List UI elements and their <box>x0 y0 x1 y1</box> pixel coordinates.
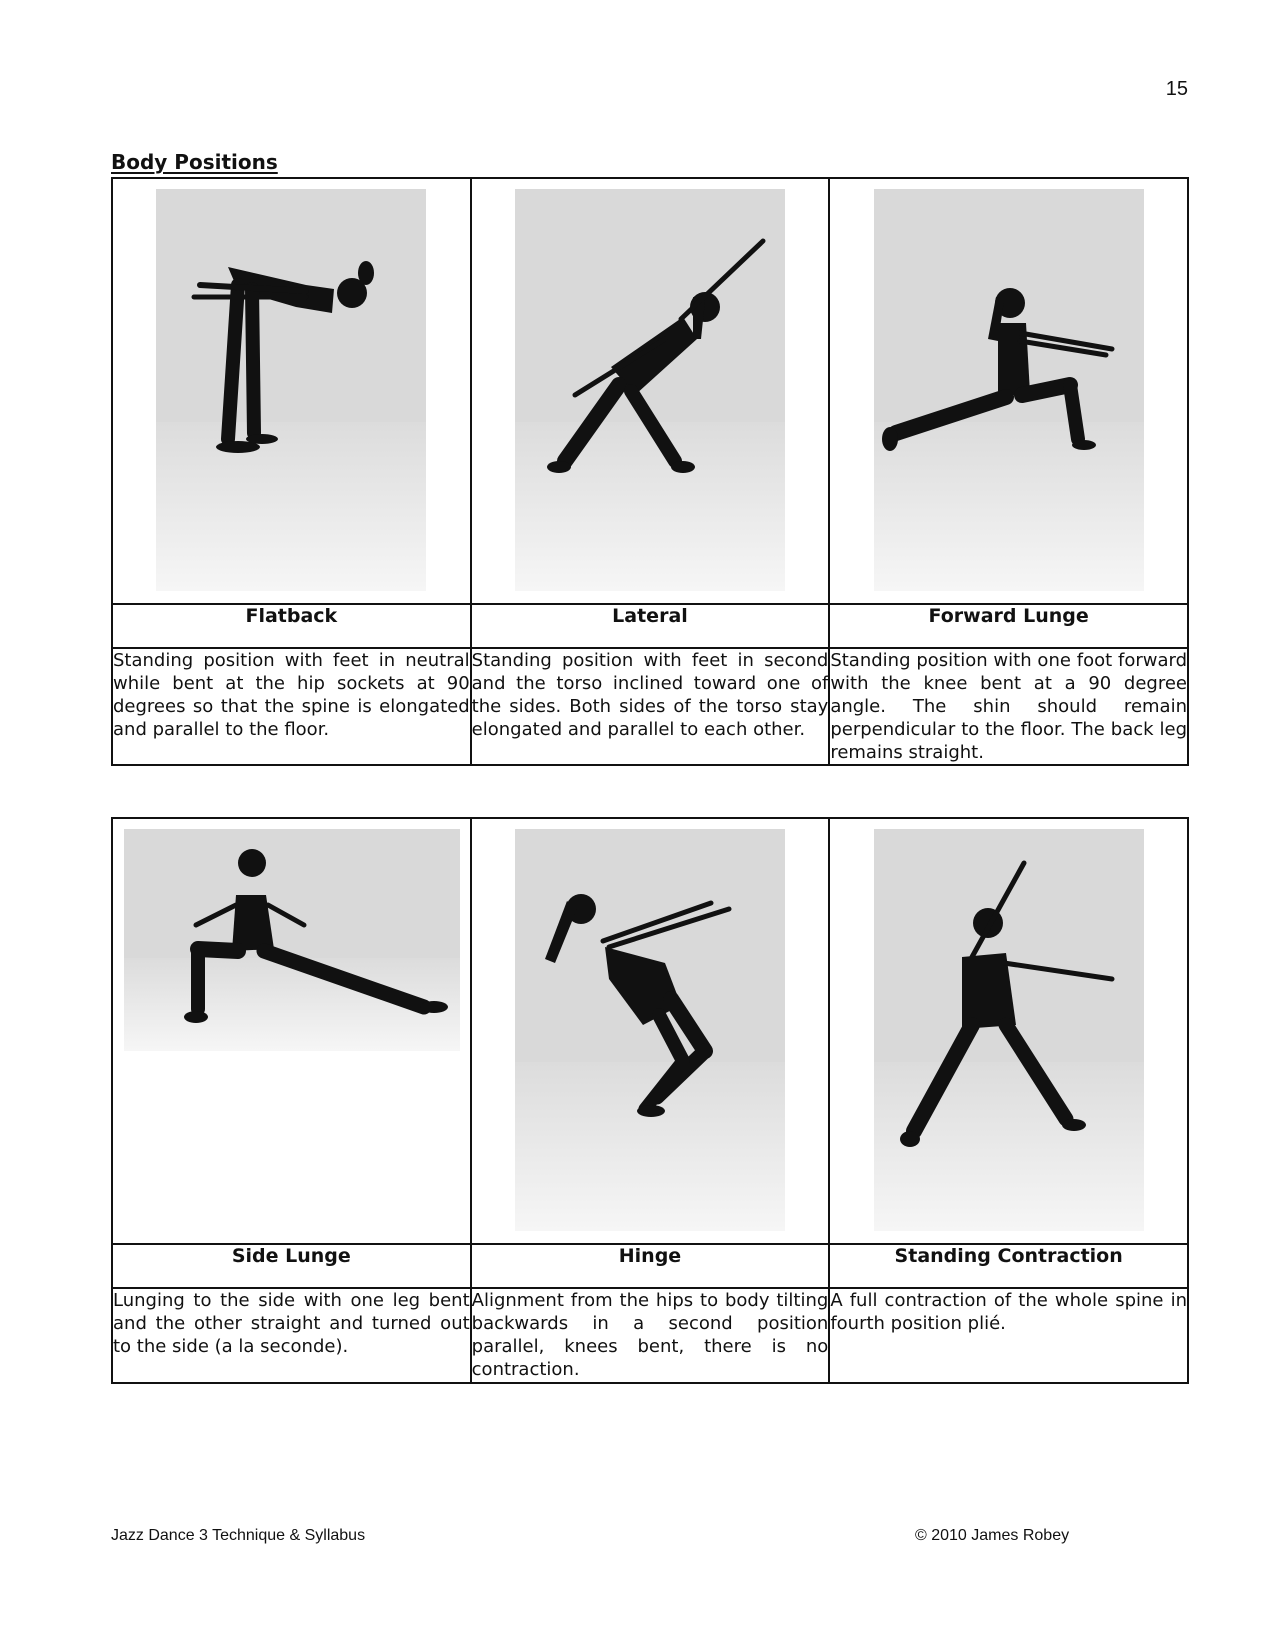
position-description: A full contraction of the whole spine in fourth position plié. <box>829 1288 1188 1383</box>
photo-cell-standing-contraction <box>829 818 1188 1244</box>
forward-lunge-photo <box>874 189 1144 591</box>
position-description: Standing position with feet in second and the torso inclined toward one of the sides. Both sides of the torso stay elongated and parallel to each other. <box>471 648 830 765</box>
position-description: Lunging to the side with one leg bent and the other straight and turned out to the side (a la seconde). <box>112 1288 471 1383</box>
position-description: Standing position with feet in neutral while bent at the hip sockets at 90 degrees so that the spine is elongated and parallel to the floor. <box>112 648 471 765</box>
standing-contraction-photo <box>874 829 1144 1231</box>
position-description: Standing position with one foot forward with the knee bent at a 90 degree angle. The shin should remain perpendicular to the floor. The back leg remains straight. <box>830 650 1187 763</box>
photo-cell-side-lunge <box>112 818 471 1244</box>
flatback-photo <box>156 189 426 591</box>
side-lunge-figure <box>124 829 460 1051</box>
section-title: Body Positions <box>111 150 278 174</box>
photo-cell-flatback <box>112 178 471 604</box>
positions-table-top <box>111 177 1189 766</box>
name-row <box>112 1244 1188 1288</box>
footer-title: Jazz Dance 3 Technique & Syllabus <box>111 1527 366 1544</box>
photo-cell-lateral <box>471 178 830 604</box>
position-name: Side Lunge <box>112 1244 471 1288</box>
photo-cell-hinge <box>471 818 830 1244</box>
photo-cell-forward-lunge <box>829 178 1188 604</box>
name-row <box>112 604 1188 648</box>
position-name: Lateral <box>471 604 830 648</box>
flatback-figure <box>156 189 426 591</box>
footer-copyright: © 2010 James Robey <box>915 1527 1070 1544</box>
position-name: Forward Lunge <box>829 604 1188 648</box>
position-name: Flatback <box>112 604 471 648</box>
position-description: Alignment from the hips to body tilting backwards in a second position parallel, knees bent, there is no contraction. <box>471 1288 830 1383</box>
forward-lunge-figure <box>874 189 1144 591</box>
photo-row <box>112 178 1188 604</box>
description-row <box>112 1288 1188 1383</box>
lateral-photo <box>515 189 785 591</box>
standing-contraction-figure <box>874 829 1144 1231</box>
hinge-figure <box>515 829 785 1231</box>
description-row <box>112 648 1188 765</box>
side-lunge-photo <box>124 829 460 1051</box>
hinge-photo <box>515 829 785 1231</box>
position-name: Standing Contraction <box>829 1244 1188 1288</box>
lateral-figure <box>515 189 785 591</box>
position-name: Hinge <box>471 1244 830 1288</box>
photo-row <box>112 818 1188 1244</box>
positions-table-bottom <box>111 817 1189 1384</box>
page-number: 15 <box>1165 78 1188 100</box>
